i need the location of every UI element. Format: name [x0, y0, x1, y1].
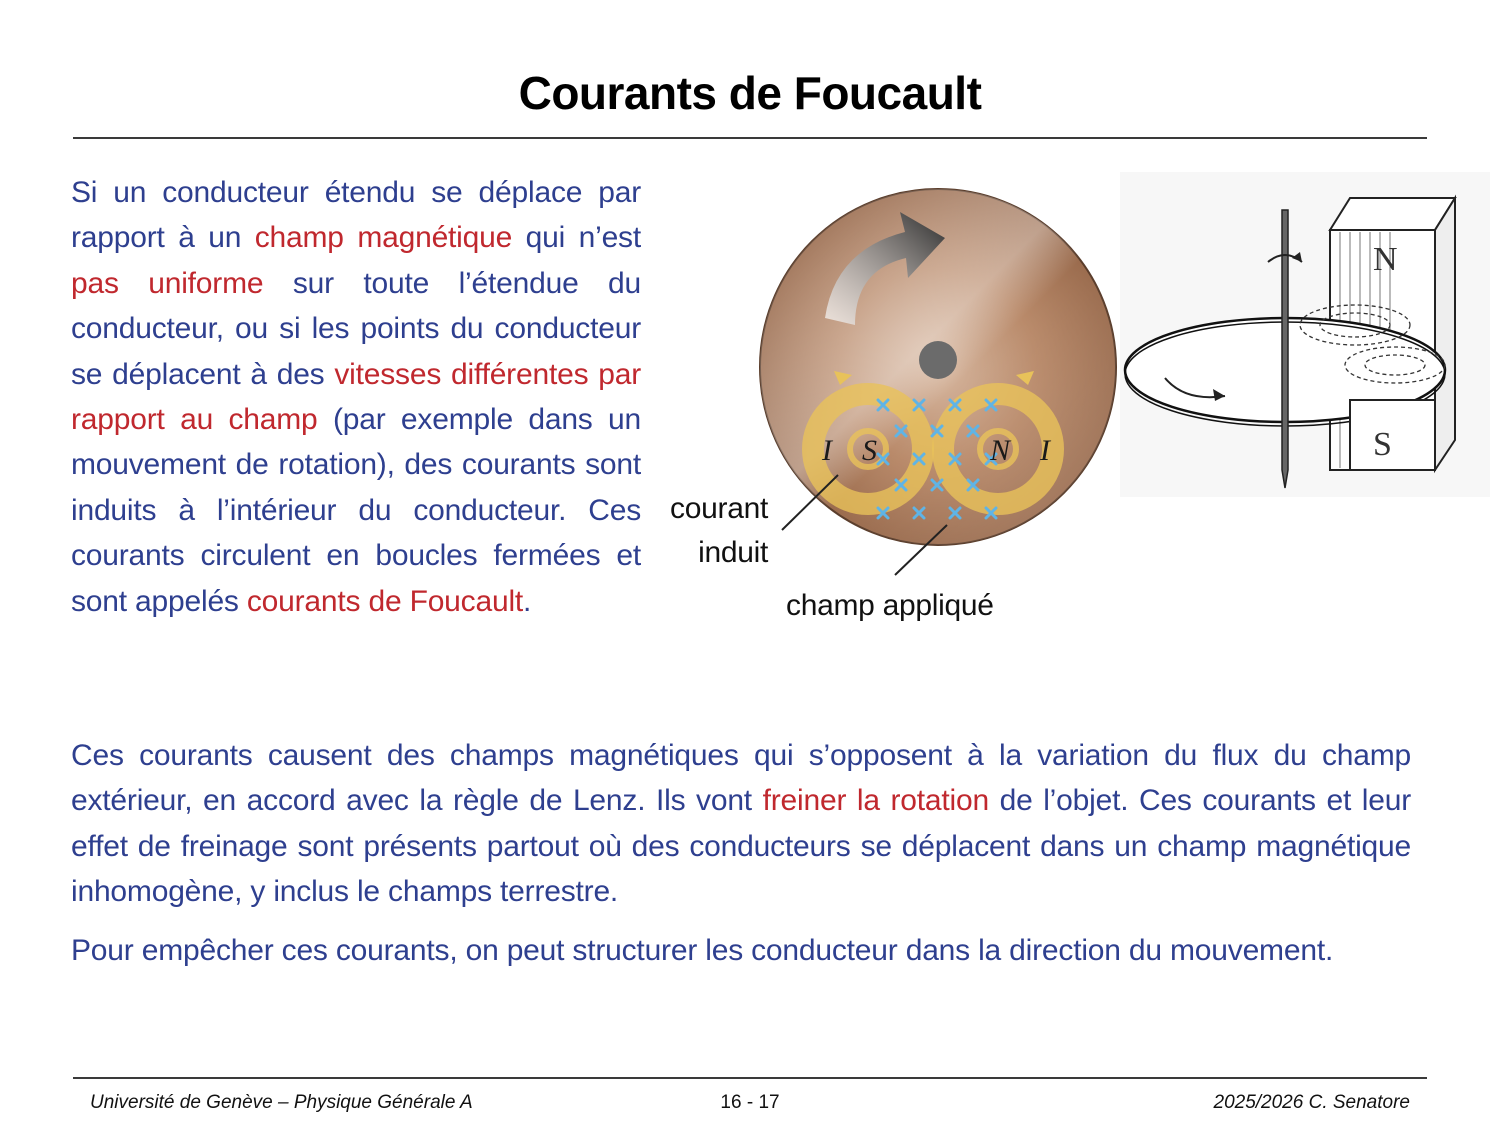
current-label-left: I	[822, 434, 832, 467]
magnet-disk-drawing	[1120, 172, 1490, 497]
footer-author: 2025/2026 C. Senatore	[1213, 1092, 1410, 1113]
highlight-pas-uniforme: pas uniforme	[71, 266, 264, 300]
highlight-champ-magnetique: champ magnétique	[254, 221, 513, 255]
footer-institution: Université de Genève – Physique Générale A	[90, 1092, 473, 1113]
current-label-right: I	[1040, 434, 1050, 467]
highlight-vitesses-differentes: vitesses différentes par rapport au champ	[71, 357, 642, 437]
pole-n-label: N	[990, 434, 1011, 467]
footer-divider	[73, 1077, 1427, 1079]
label-champ-applique: champ appliqué	[786, 589, 994, 622]
footer-page-number: 16 - 17	[720, 1092, 780, 1113]
magnet-south-label: S	[1373, 426, 1392, 463]
highlight-courants-foucault: courants de Foucault	[246, 584, 524, 618]
highlight-freiner-rotation: freiner la rotation	[762, 784, 989, 818]
label-courant: courant	[670, 492, 768, 525]
title-divider	[73, 137, 1427, 139]
lenz-paragraph: Ces courants causent des champs magnétiques qui s’opposent à la variation du flux du champ extérieur, en accord avec la règle de Lenz. Ils vont freiner la rotation de l’objet. Ces courants et leur effet de freinage sont présents partout où des conducteurs se déplacent dans un champ magnétique inhomogène, y inclus le champs terrestre.	[71, 739, 1411, 909]
copper-disk	[760, 189, 1116, 545]
intro-paragraph: Si un conducteur étendu se déplace par rapport à un champ magnétique qui n’est pas uniforme sur toute l’étendue du conducteur, ou si les points du conducteur se déplacent à des vitesses différentes par rapport au champ (par exemple dans un mouvement de rotation), des courants sont induits à l’intérieur du conducteur. Ces courants circulent en boucles fermées et sont appelés courants de Foucault.	[71, 176, 642, 618]
magnet-north-label: N	[1373, 241, 1398, 278]
prevention-paragraph: Pour empêcher ces courants, on peut structurer les conducteur dans la direction du mouvement.	[71, 934, 1334, 967]
eddy-current-figure	[650, 170, 1490, 590]
page-title: Courants de Foucault	[518, 67, 982, 119]
axle	[919, 341, 957, 379]
pole-s-label: S	[862, 434, 877, 467]
label-induit: induit	[698, 536, 768, 569]
